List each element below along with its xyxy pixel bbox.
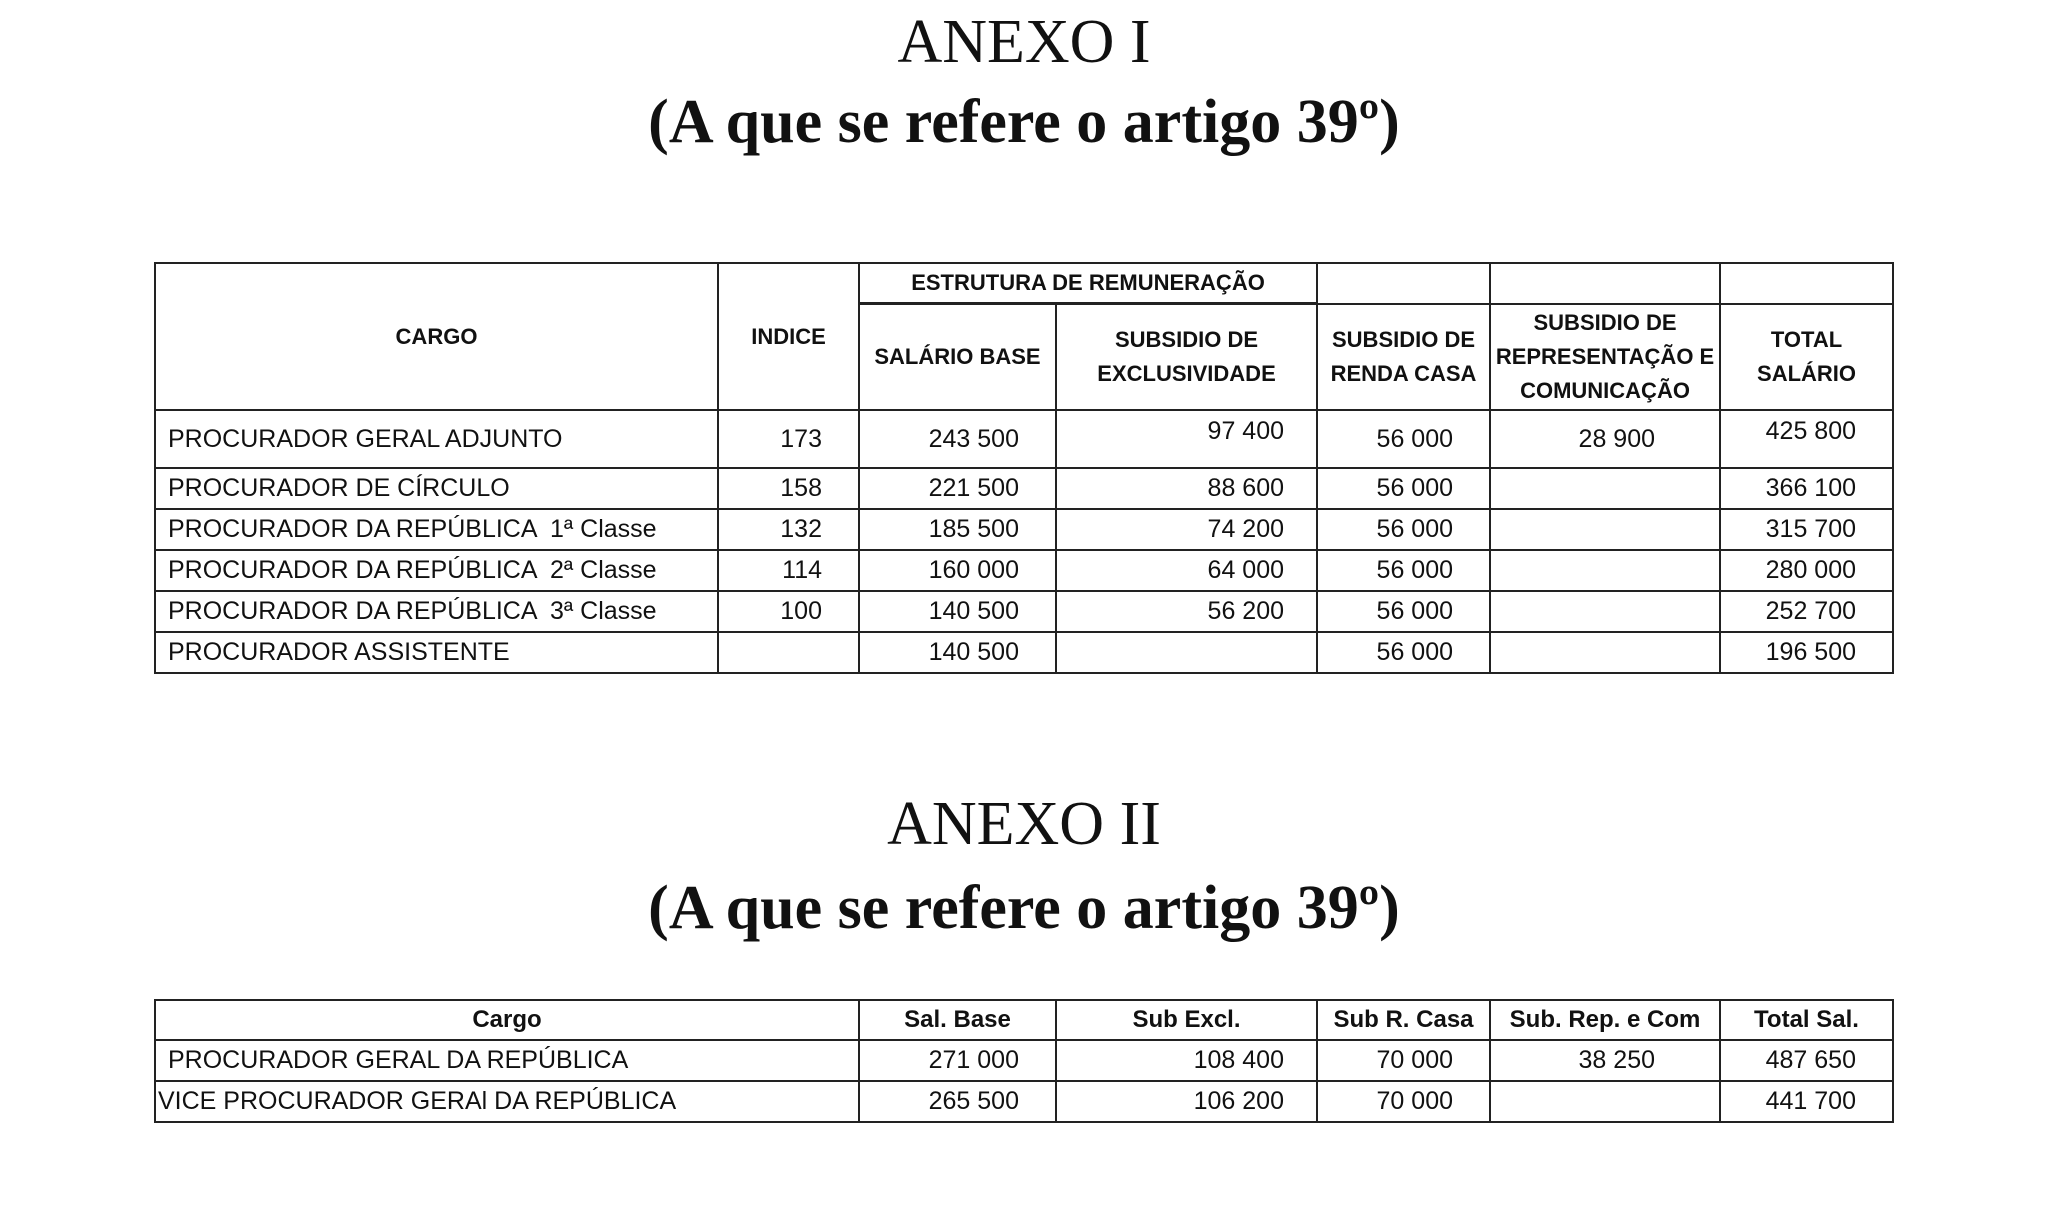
cell-indice: 114 [718, 550, 859, 591]
header-sub-excl: Sub Excl. [1056, 1000, 1317, 1040]
cell-subsidio-representacao [1490, 550, 1720, 591]
header-salario-base: SALÁRIO BASE [859, 304, 1056, 411]
table-row [155, 1081, 1893, 1122]
cell-salario-base: 185 500 [859, 509, 1056, 550]
header-subsidio-exclusividade [1056, 304, 1317, 411]
cell-subsidio-renda-casa: 56 000 [1317, 410, 1490, 468]
header-line: SUBSIDIO DE [1114, 327, 1259, 352]
annex2-subtitle: (A que se refere o artigo 39º) [648, 874, 1400, 942]
cell-total-salario: 425 800 [1720, 410, 1893, 468]
cell-cargo: PROCURADOR DA REPÚBLICA 3ª Classe [155, 591, 718, 632]
header-empty-cell [1490, 263, 1720, 304]
cell-cargo: PROCURADOR GERAL ADJUNTO [155, 410, 718, 468]
annex2-title: ANEXO II [887, 790, 1161, 858]
table-row [155, 550, 1893, 591]
cell-subsidio-exclusividade [1056, 632, 1317, 673]
annex1-subtitle: (A que se refere o artigo 39º) [648, 88, 1400, 156]
header-cargo: CARGO [155, 263, 718, 410]
cell-total-salario: 252 700 [1720, 591, 1893, 632]
header-indice: INDICE [718, 263, 859, 410]
cell-subsidio-renda-casa: 56 000 [1317, 509, 1490, 550]
cell-total-salario: 280 000 [1720, 550, 1893, 591]
cell-sub-excl: 108 400 [1056, 1040, 1317, 1081]
table-row [155, 1040, 1893, 1081]
cell-sub-excl: 106 200 [1056, 1081, 1317, 1122]
cell-subsidio-exclusividade: 97 400 [1056, 410, 1317, 468]
cell-sub-rep-com: 38 250 [1490, 1040, 1720, 1081]
cell-cargo: VICE PROCURADOR GERAl DA REPÚBLICA [155, 1081, 859, 1122]
header-line: EXCLUSIVIDADE [1097, 361, 1276, 386]
cell-total-salario: 196 500 [1720, 632, 1893, 673]
header-group-estrutura: ESTRUTURA DE REMUNERAÇÃO [859, 263, 1317, 304]
cell-subsidio-exclusividade: 88 600 [1056, 468, 1317, 509]
cell-subsidio-exclusividade: 74 200 [1056, 509, 1317, 550]
cell-cargo: PROCURADOR DA REPÚBLICA 1ª Classe [155, 509, 718, 550]
cell-salario-base: 140 500 [859, 632, 1056, 673]
header-sub-rep-com: Sub. Rep. e Com [1490, 1000, 1720, 1040]
cell-sal-base: 265 500 [859, 1081, 1056, 1122]
cell-subsidio-representacao [1490, 509, 1720, 550]
header-sub-r-casa: Sub R. Casa [1317, 1000, 1490, 1040]
cell-subsidio-representacao: 28 900 [1490, 410, 1720, 468]
cell-subsidio-renda-casa: 56 000 [1317, 468, 1490, 509]
header-line: SUBSIDIO DE [1533, 309, 1677, 335]
cell-total-salario: 315 700 [1720, 509, 1893, 550]
cell-subsidio-representacao [1490, 468, 1720, 509]
cell-subsidio-representacao [1490, 632, 1720, 673]
header-empty-cell [1720, 263, 1893, 304]
cell-indice: 173 [718, 410, 859, 468]
cell-sub-r-casa: 70 000 [1317, 1040, 1490, 1081]
header-total-sal: Total Sal. [1720, 1000, 1893, 1040]
cell-total-sal: 487 650 [1720, 1040, 1893, 1081]
table-row [155, 591, 1893, 632]
cell-indice: 158 [718, 468, 859, 509]
header-cargo: Cargo [155, 1000, 859, 1040]
cell-sub-rep-com [1490, 1081, 1720, 1122]
table-row [155, 410, 1893, 468]
annex1-title: ANEXO I [897, 8, 1151, 76]
cell-subsidio-renda-casa: 56 000 [1317, 591, 1490, 632]
cell-subsidio-representacao [1490, 591, 1720, 632]
header-subsidio-representacao [1490, 304, 1720, 411]
cell-indice: 100 [718, 591, 859, 632]
header-total-salario [1720, 304, 1893, 411]
annex2-table [154, 999, 1894, 1123]
cell-cargo: PROCURADOR ASSISTENTE [155, 632, 718, 673]
header-line: TOTAL [1770, 326, 1843, 352]
cell-total-salario: 366 100 [1720, 468, 1893, 509]
header-sal-base: Sal. Base [859, 1000, 1056, 1040]
cell-salario-base: 221 500 [859, 468, 1056, 509]
cell-subsidio-renda-casa: 56 000 [1317, 632, 1490, 673]
table-row [155, 632, 1893, 673]
cell-sal-base: 271 000 [859, 1040, 1056, 1081]
cell-indice [718, 632, 859, 673]
cell-cargo: PROCURADOR GERAL DA REPÚBLICA [155, 1040, 859, 1081]
cell-indice: 132 [718, 509, 859, 550]
table-row [155, 509, 1893, 550]
cell-salario-base: 160 000 [859, 550, 1056, 591]
table-row [155, 468, 1893, 509]
cell-cargo: PROCURADOR DE CÍRCULO [155, 468, 718, 509]
header-line: RENDA CASA [1330, 360, 1477, 386]
header-line: SUBSIDIO DE [1332, 326, 1476, 352]
annex1-table [154, 262, 1894, 674]
header-empty-cell [1317, 263, 1490, 304]
header-line: REPRESENTAÇÃO E [1495, 343, 1715, 369]
cell-salario-base: 140 500 [859, 591, 1056, 632]
cell-salario-base: 243 500 [859, 410, 1056, 468]
cell-sub-r-casa: 70 000 [1317, 1081, 1490, 1122]
header-line: COMUNICAÇÃO [1520, 377, 1690, 403]
cell-subsidio-exclusividade: 64 000 [1056, 550, 1317, 591]
cell-cargo: PROCURADOR DA REPÚBLICA 2ª Classe [155, 550, 718, 591]
cell-subsidio-renda-casa: 56 000 [1317, 550, 1490, 591]
cell-subsidio-exclusividade: 56 200 [1056, 591, 1317, 632]
header-subsidio-renda-casa [1317, 304, 1490, 411]
header-line: SALÁRIO [1757, 360, 1857, 386]
cell-total-sal: 441 700 [1720, 1081, 1893, 1122]
